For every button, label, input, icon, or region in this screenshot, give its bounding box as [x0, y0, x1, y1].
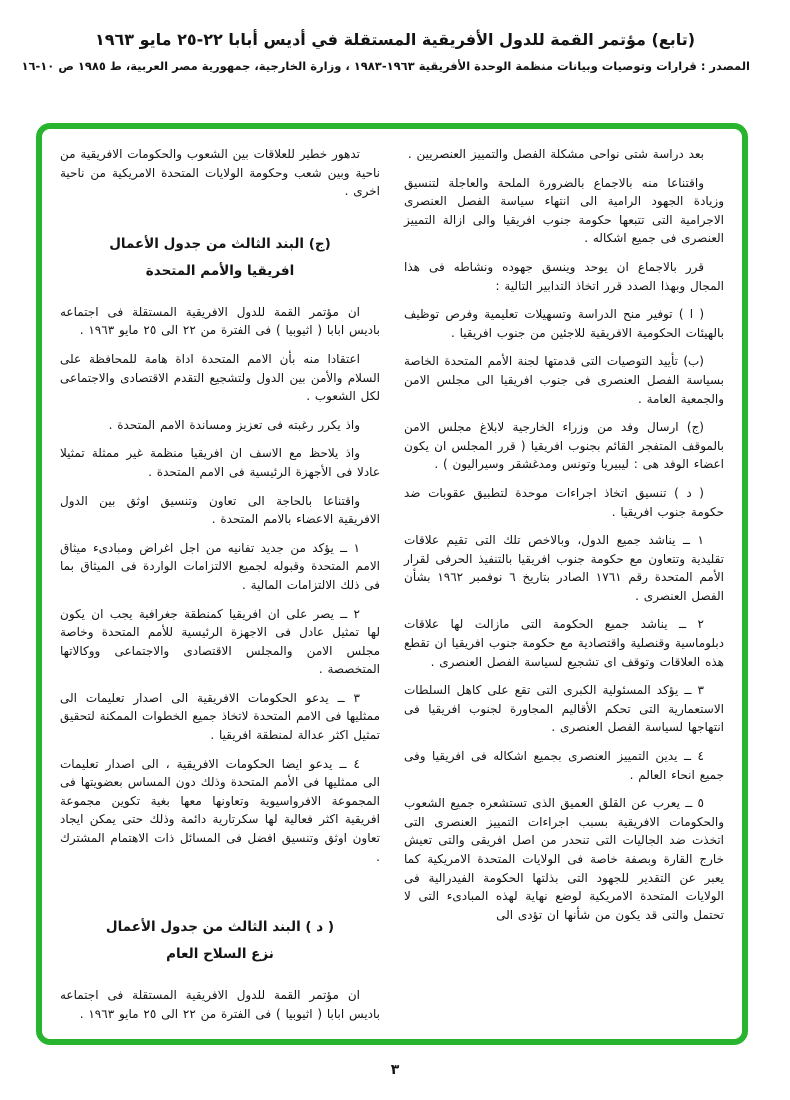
numbered-item-3: ٣ ــ يدعو الحكومات الافريقية الى اصدار تعليمات الى ممثليها فى الامم المتحدة لاتخاذ جميع الخطوات الممكنة لتحقيق تمثيل اكثر عدالة لمنطقة افريقيا .	[60, 690, 380, 743]
document-title: (تابع) مؤتمر القمة للدول الأفريقية المستقلة في أديس أبابا ٢٢-٢٥ مايو ١٩٦٣	[94, 30, 696, 49]
section-heading-c	[60, 231, 380, 285]
paragraph: واقتناعا منه بالاجماع بالضرورة الملحة والعاجلة لتنسيق وزيادة الجهود الرامية الى انتهاء سياسة الفصل العنصرى الاجرامية التى تتبعها حكومة جنوب افريقيا والى ازالة التمييز العنصرى فى جميع اشكاله .	[404, 175, 724, 246]
numbered-item-1: ١ ــ يناشد جميع الدول، وبالاخص تلك التى تقيم علاقات تقليدية وتتعاون مع حكومة جنوب افريقيا بالتنفيذ الحرفى لقرار الأمم المتحدة رقم ١٧٦١ الصادر بتاريخ ٦ نوفمبر ١٩٦٢ بشأن الفصل العنصرى .	[404, 533, 725, 603]
source-line: المصدر : قرارات وتوصيات وبيانات منظمة الوحدة الأفريقية ١٩٦٣-١٩٨٣ ، وزارة الخارجية، جمهورية مصر العربية، ط ١٩٨٥ ص ١٠-١٦	[21, 59, 750, 73]
section-heading-c-line1: (ج) البند الثالث من جدول الأعمال	[109, 235, 331, 252]
section-heading-d-line2: نزع السلاح العام	[166, 946, 274, 963]
green-highlight-frame	[36, 123, 748, 1045]
column-left	[60, 145, 380, 1029]
numbered-item-2: ٢ ــ يناشد جميع الحكومة التى مازالت لها علاقات دبلوماسية وقنصلية واقتصادية مع حكومة جنوب افريقيا ان تقطع هذه العلاقات وتوقف اى تشجيع لسياسة الفصل العنصرى .	[404, 617, 724, 669]
numbered-item-4: ٤ ــ يدين التمييز العنصرى بجميع اشكاله فى افريقيا وفى جميع انحاء العالم .	[404, 749, 724, 782]
section-heading-c-line2: افريقيا والأمم المتحدة	[145, 262, 295, 279]
list-item-d: ( د ) تنسيق اتخاذ اجراءات موحدة لتطبيق عقوبات ضد حكومة جنوب افريقيا .	[404, 485, 724, 519]
column-right	[404, 145, 724, 1029]
paragraph: بعد دراسة شتى نواحى مشكلة الفصل والتمييز العنصريين .	[407, 147, 704, 161]
section-heading-d	[60, 914, 380, 968]
numbered-item-1: ١ ــ يؤكد من جديد تفانيه من اجل اغراض ومبادىء ميثاق الامم المتحدة وقبوله لجميع الالتزامات الواردة فى الميثاق بما فى ذلك الالتزامات المالية .	[60, 540, 380, 592]
numbered-item-4: ٤ ــ يدعو ايضا الحكومات الافريقية ، الى اصدار تعليمات الى ممثليها فى الأمم المتحدة وذلك دون المساس بعضويتها فى المجموعة الافرواسيوية وتعاونها معها بغية تكوين مجموعة افريقية اكثر فعالية لها سكرتارية دائمة وذلك حتى يمكن ايجاد تعاون اوثق وتنسيق افضل فى المسائل ذات الاهتمام المشترك .	[60, 756, 380, 864]
paragraph: اعتقادا منه بأن الامم المتحدة اداة هامة للمحافظة على السلام والأمن بين الدول ولتشجيع التقدم الاقتصادى والاجتماعى لكل الشعوب .	[60, 351, 380, 404]
numbered-item-5: ٥ ــ يعرب عن القلق العميق الذى تستشعره جميع الشعوب والحكومات الافريقية بسبب اجراءات التمييز العنصرى التى اتخذت ضد الجاليات التى تنحدر من اصل افريقى والتى تعيش خارج القارة وبصفة خاصة فى الولايات المتحدة الامريكية كما يعبر عن التقدير للجهود التى بذلتها الحكومة الفيدرالية فى الولايات المتحدة الامريكية لوضع نهاية لهذه المبادىء التى لا تحتمل والتى قد يكون من شأنها ان تؤدى الى	[404, 796, 724, 922]
two-column-layout	[42, 129, 742, 1039]
list-item-b: (ب) تأييد التوصيات التى قدمتها لجنة الأمم المتحدة الخاصة بسياسة الفصل العنصرى فى جنوب افريقيا الى مجلس الامن والجمعية العامة .	[404, 354, 724, 406]
list-item-c: (ج) ارسال وفد من وزراء الخارجية لابلاغ مجلس الامن بالموقف المتفجر القائم بجنوب افريقيا ( قرر المجلس ان يكون اعضاء الوفد هى : ليبيريا وتونس ومدغشقر وسيراليون ) .	[404, 420, 724, 472]
paragraph: واقتناعا بالحاجة الى تعاون وتنسيق اوثق بين الدول الافريقية الاعضاء بالامم المتحدة .	[60, 493, 380, 527]
paragraph: ان مؤتمر القمة للدول الافريقية المستقلة فى اجتماعه باديس ابابا ( اثيوبيا ) فى الفترة من ٢٢ الى ٢٥ مايو ١٩٦٣ .	[60, 304, 380, 338]
page-header	[21, 30, 750, 73]
closing-paragraph: ان مؤتمر القمة للدول الافريقية المستقلة فى اجتماعه باديس ابابا ( اثيوبيا ) فى الفترة من ٢٢ الى ٢٥ مايو ١٩٦٣ .	[60, 988, 380, 1021]
paragraph: قرر بالاجماع ان يوحد وينسق جهوده ونشاطه فى هذا المجال وبهذا الصدد قرر اتخاذ التدابير التالية :	[404, 259, 724, 293]
paragraph: واذ يكرر رغبته فى تعزيز ومساندة الامم المتحدة .	[108, 417, 360, 432]
intro-paragraph: تدهور خطير للعلاقات بين الشعوب والحكومات الافريقية من ناحية وبين شعب وحكومة الولايات المتحدة الامريكية من ناحية اخرى .	[60, 147, 380, 199]
numbered-item-2: ٢ ــ يصر على ان افريقيا كمنطقة جغرافية يجب ان يكون لها تمثيل عادل فى الاجهزة الرئيسية للأمم المتحدة وخاصة مجلس الامن والمجلس الاقتصادى والاجتماعى ووكالاتها المتخصصة .	[60, 606, 380, 677]
page-number: ٣	[390, 1062, 400, 1078]
section-heading-d-line1: ( د ) البند الثالث من جدول الأعمال	[105, 919, 335, 936]
paragraph: واذ يلاحظ مع الاسف ان افريقيا منظمة غير ممثلة تمثيلا عادلا فى الأجهزة الرئيسية فى الامم المتحدة .	[60, 446, 380, 479]
list-item-a: ( ا ) توفير منح الدراسة وتسهيلات تعليمية وفرص توظيف بالهيئات الحكومية الافريقية للاجئين من جنوب افريقيا .	[404, 307, 724, 340]
numbered-item-3: ٣ ــ يؤكد المسئولية الكبرى التى تقع على كاهل السلطات الاستعمارية التى تحكم الأقاليم المجاورة لجنوب افريقيا فى انتهاجها لسياسة الفصل العنصرى .	[404, 683, 724, 735]
